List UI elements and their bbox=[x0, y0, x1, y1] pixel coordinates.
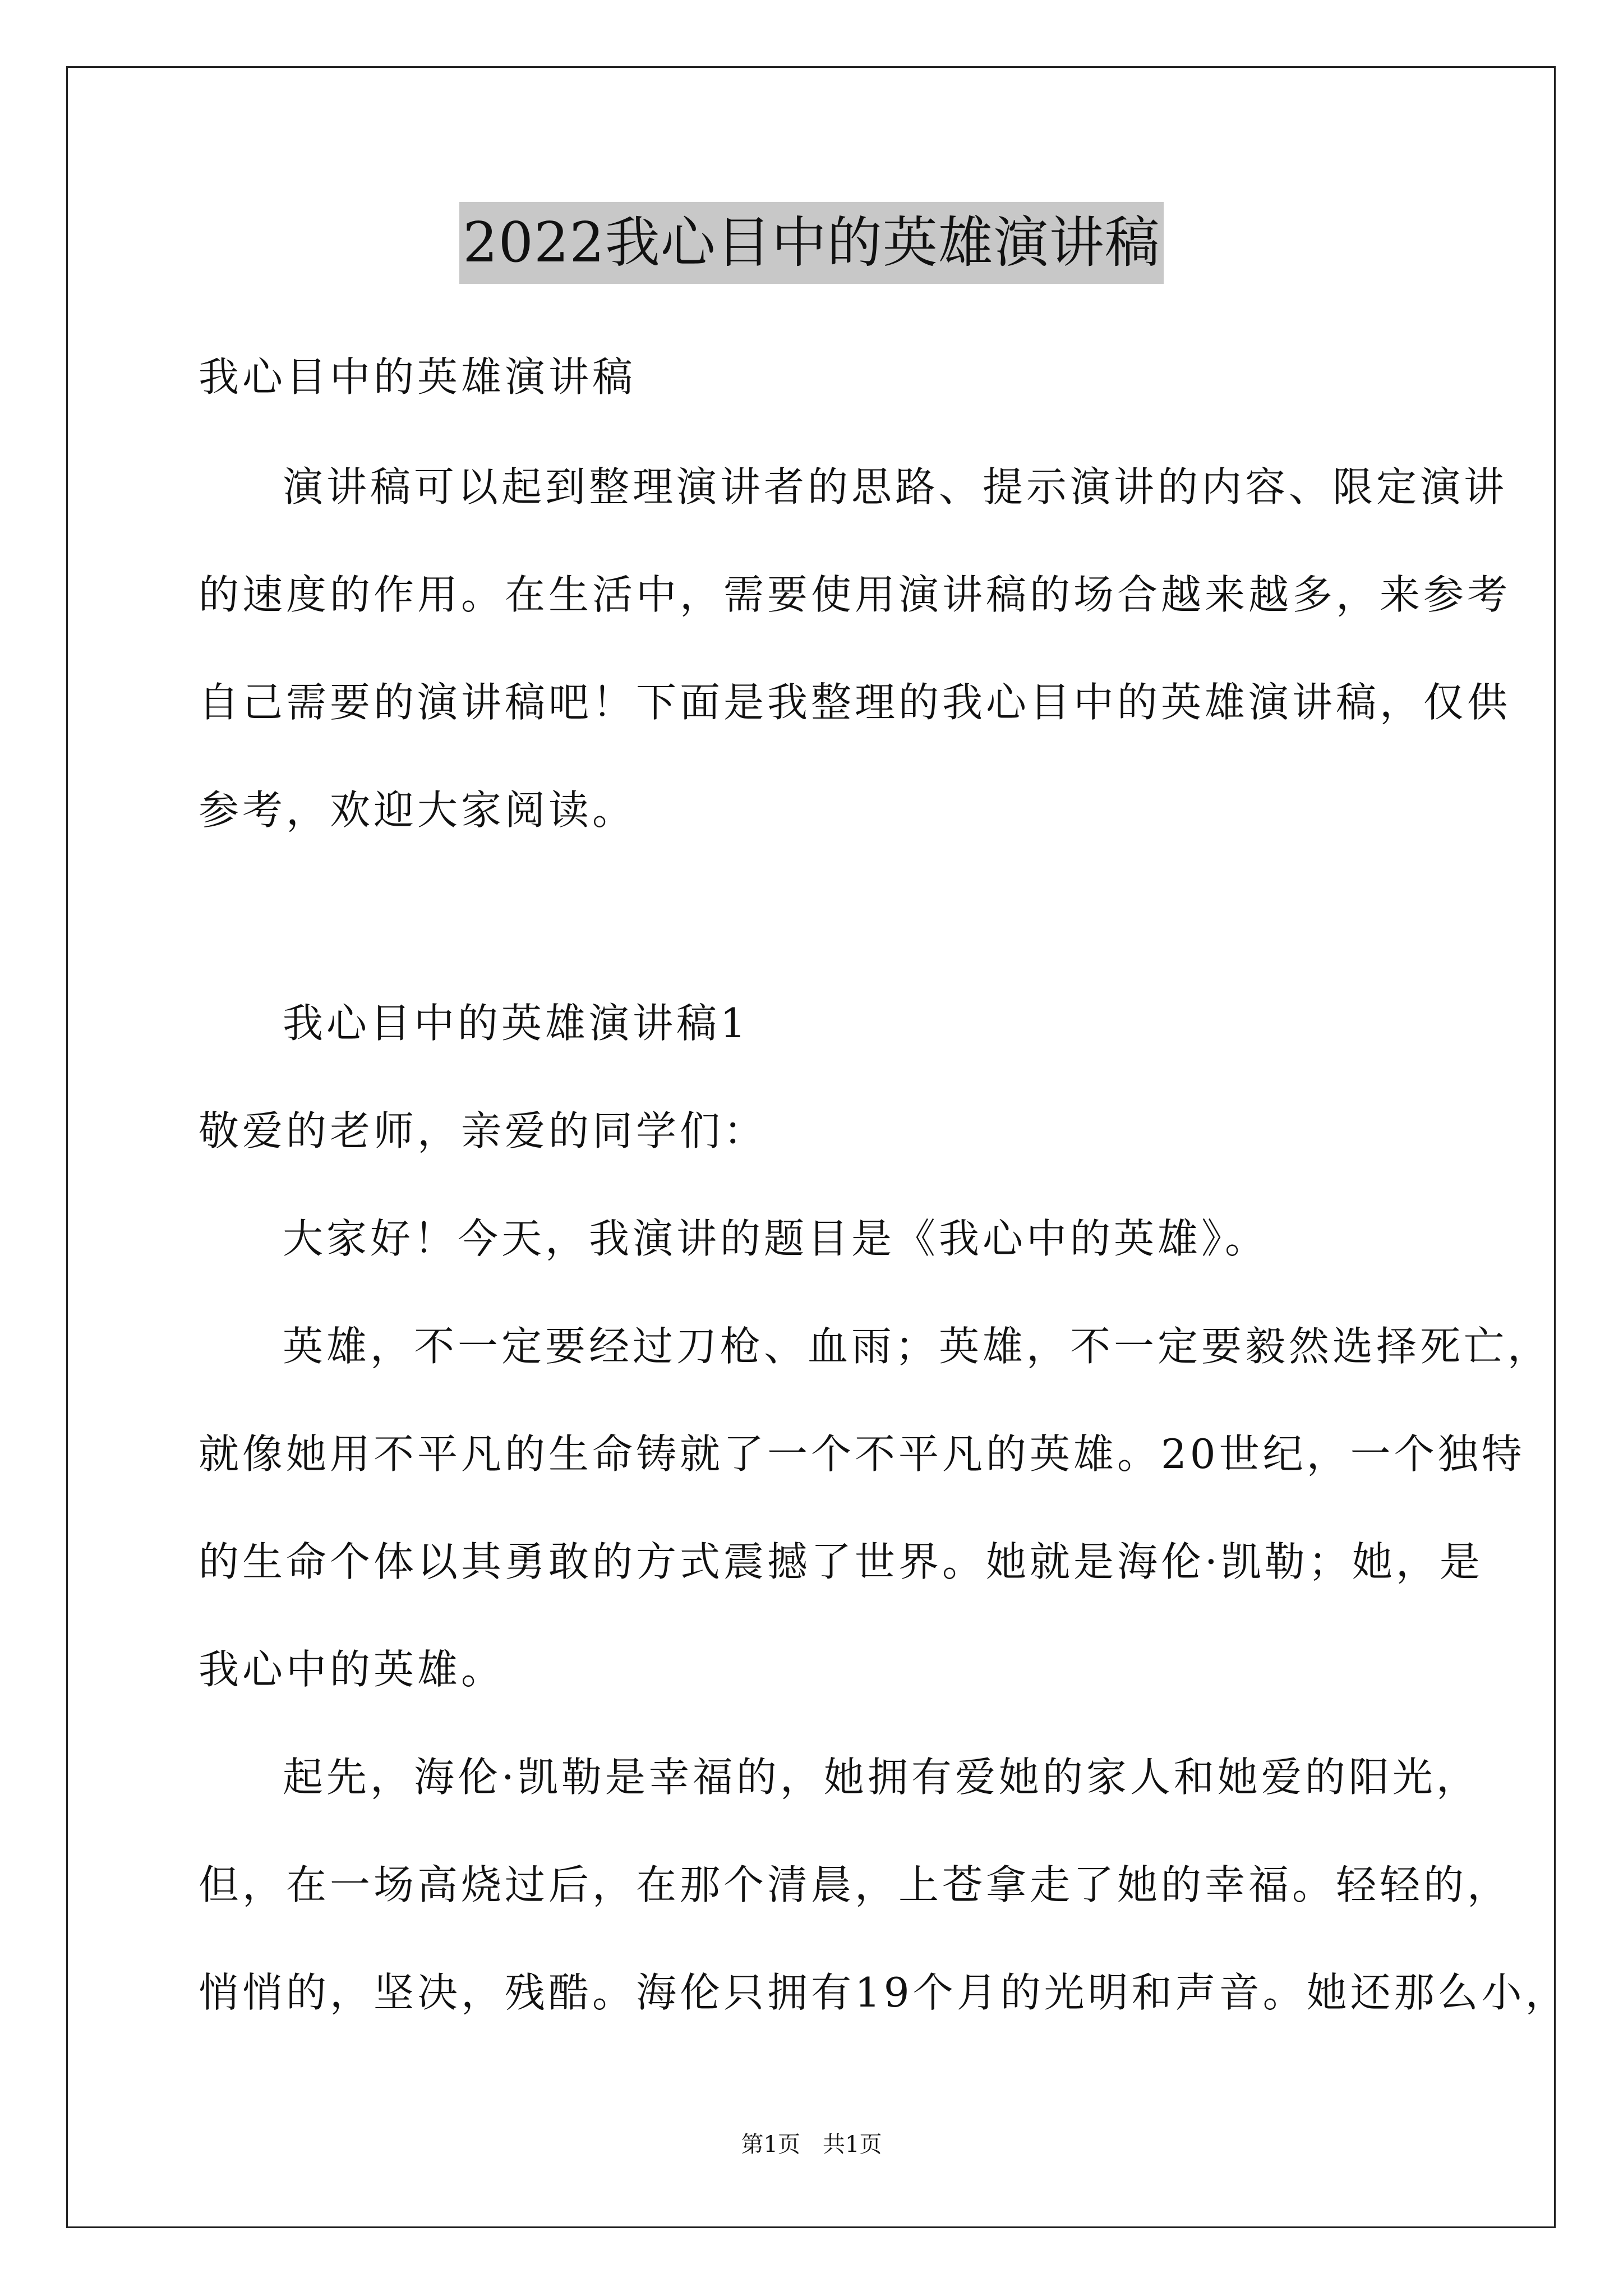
paragraph-line: 但，在一场高烧过后，在那个清晨，上苍拿走了她的幸福。轻轻的， bbox=[199, 1861, 1511, 1908]
paragraph-line: 就像她用不平凡的生命铸就了一个不平凡的英雄。20世纪，一个独特 bbox=[199, 1430, 1525, 1478]
paragraph-line: 悄悄的，坚决，残酷。海伦只拥有19个月的光明和声音。她还那么小， bbox=[199, 1969, 1569, 2016]
paragraph-line: 演讲稿可以起到整理演讲者的思路、提示演讲的内容、限定演讲 bbox=[283, 463, 1508, 510]
paragraph-line: 英雄，不一定要经过刀枪、血雨；英雄，不一定要毅然选择死亡， bbox=[283, 1323, 1552, 1370]
document-title: 2022我心目中的英雄演讲稿 bbox=[459, 202, 1163, 284]
paragraph-line: 大家好！今天，我演讲的题目是《我心中的英雄》。 bbox=[283, 1215, 1269, 1262]
page-footer bbox=[0, 2129, 1623, 2160]
section-heading: 我心目中的英雄演讲稿1 bbox=[283, 1000, 749, 1047]
paragraph-line: 的生命个体以其勇敢的方式震撼了世界。她就是海伦·凯勒；她，是 bbox=[199, 1538, 1483, 1585]
paragraph-line: 的速度的作用。在生活中，需要使用演讲稿的场合越来越多，来参考 bbox=[199, 571, 1511, 618]
subtitle-line: 我心目中的英雄演讲稿 bbox=[199, 353, 637, 401]
paragraph-line: 参考，欢迎大家阅读。 bbox=[199, 786, 637, 834]
paragraph-line: 起先，海伦·凯勒是幸福的，她拥有爱她的家人和她爱的阳光， bbox=[283, 1754, 1480, 1801]
paragraph-line: 我心中的英雄。 bbox=[199, 1646, 505, 1693]
paragraph-line: 自己需要的演讲稿吧！下面是我整理的我心目中的英雄演讲稿，仅供 bbox=[199, 679, 1511, 726]
title-container bbox=[0, 202, 1623, 284]
page-number: 第1页 bbox=[741, 2132, 800, 2157]
salutation-line: 敬爱的老师，亲爱的同学们： bbox=[199, 1107, 768, 1154]
page-total: 共1页 bbox=[823, 2132, 882, 2157]
